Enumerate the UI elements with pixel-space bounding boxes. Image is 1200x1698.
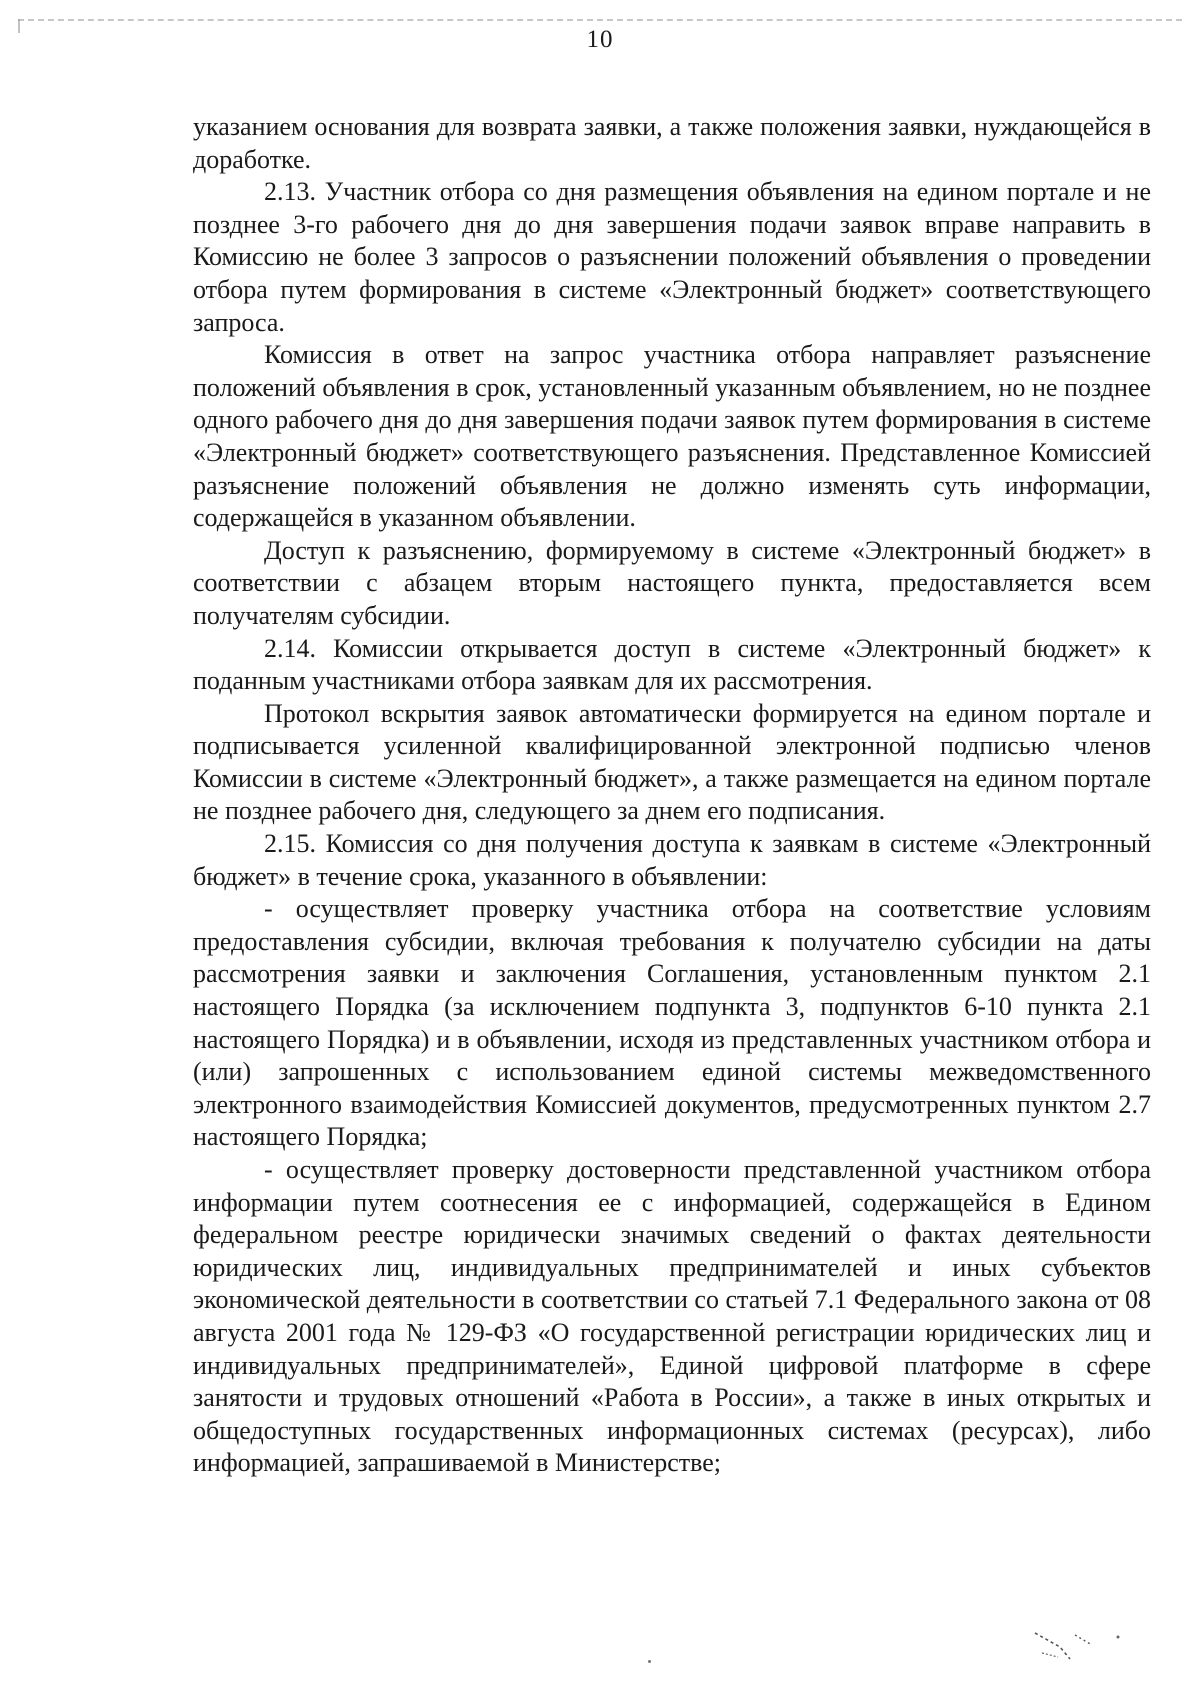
paragraph-continuation: указанием основания для возврата заявки, а также положения заявки, нуждающейся в доработке. xyxy=(193,112,1151,174)
list-item-participant-check: - осуществляет проверку участника отбора на соответствие условиям предоставления субсидии, включая требования к получателю субсидии на даты рассмотрения заявки и заключения Соглашения, установленным пунктом 2.1 настоящего Порядка (за исключением подпункта 3, подпунктов 6-10 пункта 2.1 настоящего Порядка) и в объявлении, исходя из представленных участником отбора и (или) запрошенных с использованием единой системы межведомственного электронного взаимодействия Комиссией документов, предусмотренных пунктом 2.7 настоящего Порядка; xyxy=(193,894,1151,1152)
scan-pen-marks xyxy=(1030,1625,1150,1675)
page-number: 10 xyxy=(586,26,614,53)
paragraph-access-clarification: Доступ к разъяснению, формируемому в системе «Электронный бюджет» в соответствии с абзацем вторым настоящего пункта, предоставляется всем получателям субсидии. xyxy=(193,535,1151,630)
scan-speck xyxy=(648,1660,651,1663)
paragraph-2-14: 2.14. Комиссии открывается доступ в системе «Электронный бюджет» к поданным участниками отбора заявкам для их рассмотрения. xyxy=(193,633,1151,696)
document-body xyxy=(193,111,1151,1480)
paragraph-opening-protocol: Протокол вскрытия заявок автоматически формируется на едином портале и подписывается усиленной квалифицированной электронной подписью членов Комиссии в системе «Электронный бюджет», а также размещается на едином портале не позднее рабочего дня, следующего за днем его подписания. xyxy=(193,698,1151,826)
paragraph-2-15: 2.15. Комиссия со дня получения доступа к заявкам в системе «Электронный бюджет» в течение срока, указанного в объявлении: xyxy=(193,829,1151,891)
paragraph-commission-answer: Комиссия в ответ на запрос участника отбора направляет разъяснение положений объявления в срок, установленный указанным объявлением, но не позднее одного рабочего дня до дня завершения подачи заявок путем формирования в системе «Электронный бюджет» соответствующего разъяснения. Представленное Комиссией разъяснение положений объявления не должно изменять суть информации, содержащейся в указанном объявлении. xyxy=(193,340,1151,533)
list-item-reliability-check: - осуществляет проверку достоверности представленной участником отбора информации путем соотнесения ее с информацией, содержащейся в Едином федеральном реестре юридически значимых сведений о фактах деятельности юридических лиц, индивидуальных предпринимателей и иных субъектов экономической деятельности в соответствии со статьей 7.1 Федерального закона от 08 августа 2001 года № 129-ФЗ «О государственной регистрации юридических лиц и индивидуальных предпринимателей», Единой цифровой платформе в сфере занятости и трудовых отношений «Работа в России», а также в иных открытых и общедоступных государственных информационных системах (ресурсах), либо информацией, запрашиваемой в Министерстве; xyxy=(193,1155,1151,1478)
paragraph-2-13: 2.13. Участник отбора со дня размещения объявления на едином портале и не позднее 3-го рабочего дня до дня завершения подачи заявок вправе направить в Комиссию не более 3 запросов о разъяснении положений объявления о проведении отбора путем формирования в системе «Электронный бюджет» соответствующего запроса. xyxy=(193,177,1151,337)
scan-top-rule xyxy=(18,19,1182,21)
